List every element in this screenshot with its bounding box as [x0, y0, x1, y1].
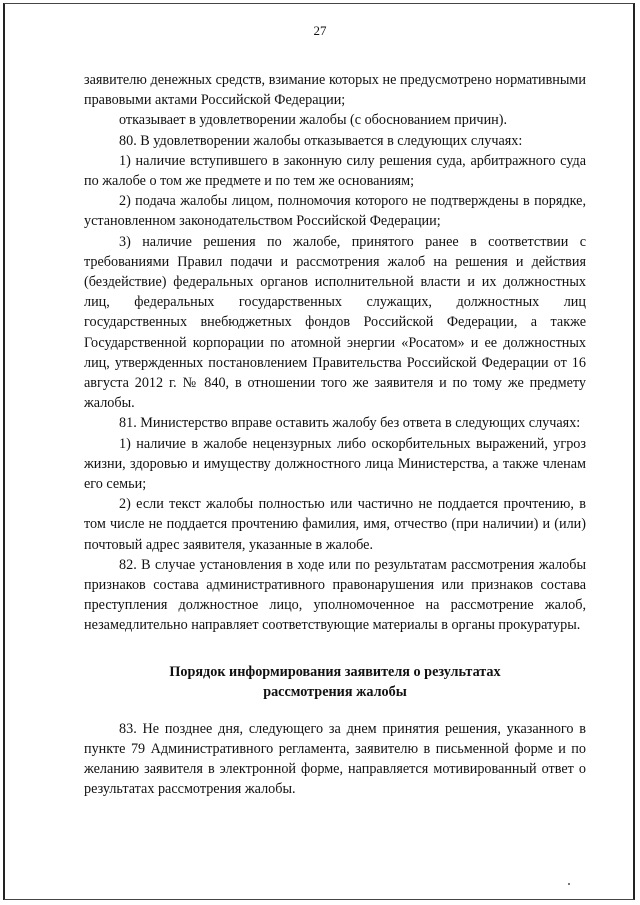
paragraph-80-item-1: 1) наличие вступившего в законную силу решения суда, арбитражного суда по жалобе о том же предмете и по тем же основаниям; — [84, 152, 586, 190]
page-number: 27 — [313, 23, 327, 38]
paragraph-80: 80. В удовлетворении жалобы отказывается в следующих случаях: — [119, 132, 523, 149]
paragraph-80-item-2: 2) подача жалобы лицом, полномочия которого не подтверждены в порядке, установленном законодательством Российской Федерации; — [84, 193, 586, 230]
paragraph-81-item-2: 2) если текст жалобы полностью или частично не поддается прочтению, в том числе не поддается прочтению фамилия, имя, отчество (при наличии) и (или) почтовый адрес заявителя, указанные в жалобе. — [84, 496, 586, 553]
section-heading-line-2: рассмотрения жалобы — [263, 683, 407, 700]
paragraph-83: 83. Не позднее дня, следующего за днем принятия решения, указанного в пункте 79 Административного регламента, заявителю в письменной форме и по желанию заявителя в электронной форме, направляется мотивированный ответ о результатах рассмотрения жалобы. — [84, 720, 586, 798]
section-heading — [84, 662, 586, 702]
paragraph-82: 82. В случае установления в ходе или по результатам рассмотрения жалобы признаков состава административного правонарушения или признаков состава преступления должностное лицо, уполномоченное на рассмотрение жалоб, незамедлительно направляет соответствующие материалы в органы прокуратуры. — [84, 556, 586, 634]
document-body — [84, 70, 586, 800]
paragraph-continuation: заявителю денежных средств, взимание которых не предусмотрено нормативными правовыми актами Российской Федерации; — [84, 72, 586, 109]
scan-speck — [568, 883, 570, 885]
paragraph-80-item-3: 3) наличие решения по жалобе, принятого ранее в соответствии с требованиями Правил подачи и рассмотрения жалоб на решения и действия (бездействие) федеральных органов исполнительной власти и их должностных лиц, федеральных государственных служащих, должностных лиц государственных внебюджетных фондов Российской Федерации, а также Государственной корпорации по атомной энергии «Росатом» и ее должностных лиц, утвержденных постановлением Правительства Российской Федерации от 16 августа 2012 г. № 840, в отношении того же заявителя и по тому же предмету жалобы. — [84, 233, 586, 412]
spacer — [84, 702, 586, 719]
paragraph-81: 81. Министерство вправе оставить жалобу без ответа в следующих случаях: — [119, 415, 581, 432]
section-heading-line-1: Порядок информирования заявителя о результатах — [169, 663, 501, 680]
paragraph-81-item-1: 1) наличие в жалобе нецензурных либо оскорбительных выражений, угроз жизни, здоровью и имуществу должностного лица Министерства, а также членам его семьи; — [84, 435, 586, 493]
paragraph-refusal: отказывает в удовлетворении жалобы (с обоснованием причин). — [119, 112, 508, 129]
